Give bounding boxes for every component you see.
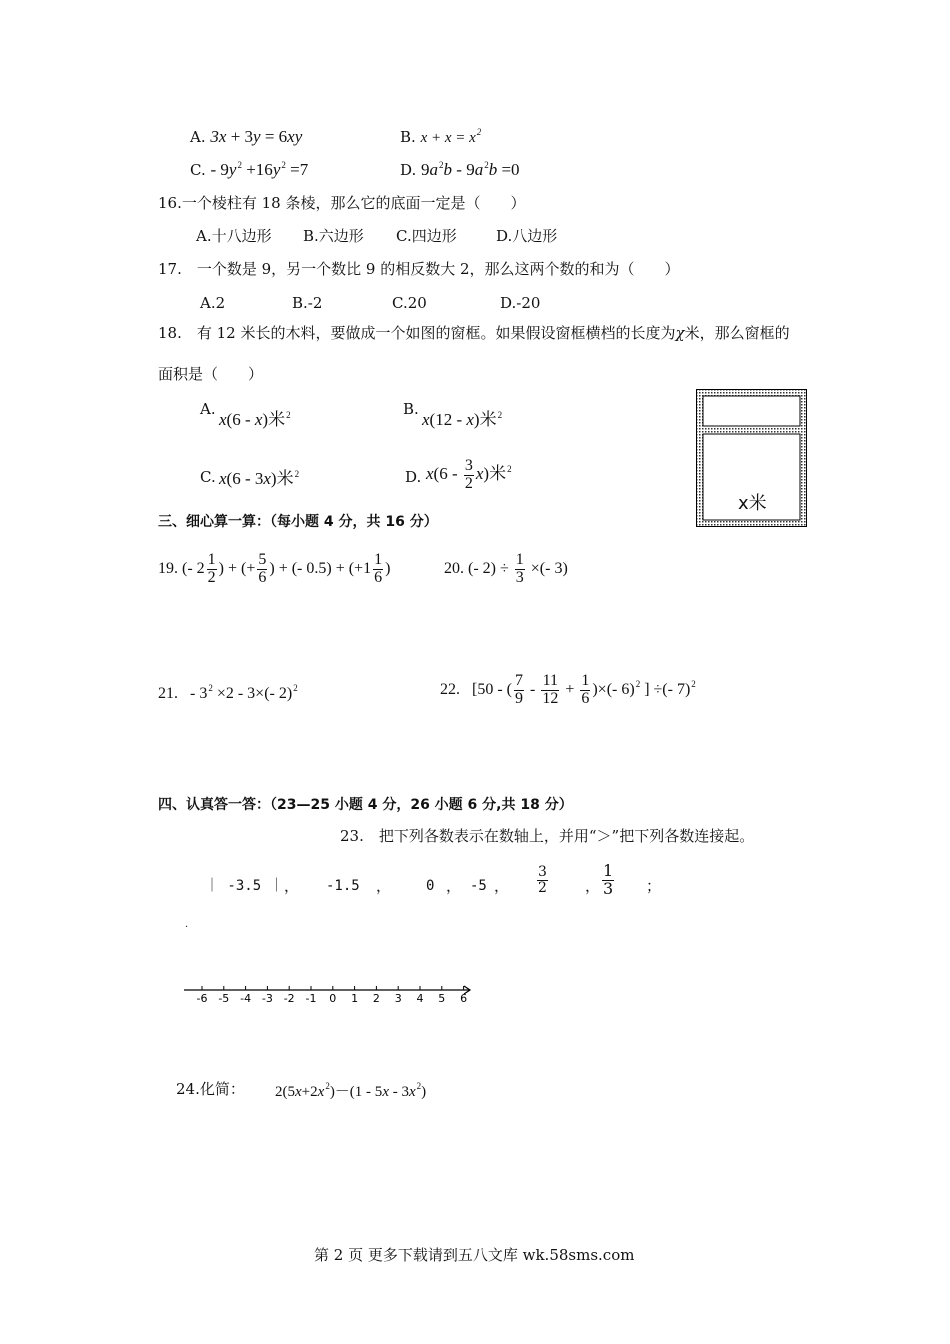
axis-tick-label: 2 bbox=[372, 992, 380, 1005]
axis-tick-label: 5 bbox=[438, 992, 446, 1005]
section3-title: 三、细心算一算：（每小题 4 分，共 16 分） bbox=[158, 514, 438, 530]
q23-separator: ， bbox=[585, 877, 601, 895]
q15-c-expr: - $9y^2 +16y^2 =7$ bbox=[210, 160, 309, 179]
axis-tick-label: 4 bbox=[416, 992, 424, 1005]
q24-expression: $2(5x+2x^2)-(1 - 5x - 3x^2)$ bbox=[275, 1081, 427, 1100]
stray-dot: . bbox=[185, 919, 189, 930]
q23-separator: ； bbox=[646, 877, 662, 895]
q19-label: 19. bbox=[158, 559, 178, 577]
q16-option-a: A.十八边形 bbox=[196, 227, 272, 245]
option-label: C. bbox=[190, 161, 206, 179]
q18-variable: χ bbox=[675, 324, 685, 342]
q23-question: 23. 把下列各数表示在数轴上，并用“＞”把下列各数连接起。 bbox=[340, 827, 755, 845]
q23-separator: ， bbox=[494, 877, 510, 895]
option-label: B. bbox=[400, 128, 416, 146]
q21-expression: 21. - $3^2 \times 2 - 3\times(-$ 2)$^2$ bbox=[158, 683, 298, 702]
q18-option-c-label: C. bbox=[200, 468, 216, 486]
q23-number: -5 bbox=[470, 878, 487, 894]
q17-question: 17. 一个数是 9，另一个数比 9 的相反数大 2，那么这两个数的和为（ ） bbox=[158, 260, 680, 278]
q18-question-line2: 面积是（ ） bbox=[158, 365, 264, 383]
axis-tick-label: -6 bbox=[196, 992, 208, 1005]
q18-option-d-expr: x(6 - $\frac{3}{2}$ x)米$^2$ bbox=[426, 457, 512, 492]
option-label: A. bbox=[190, 128, 206, 146]
page-footer: 第 2 页 更多下载请到五八文库 wk.58sms.com bbox=[314, 1246, 635, 1264]
q23-number-fraction: $\frac{3}{2}$ bbox=[538, 864, 547, 896]
q18-option-b-label: B. bbox=[403, 400, 419, 418]
q16-question: 16.一个棱柱有 18 条棱，那么它的底面一定是（ ） bbox=[158, 194, 526, 212]
q16-option-c: C.四边形 bbox=[396, 227, 457, 245]
q23-separator: ， bbox=[284, 877, 300, 895]
axis-tick-label: -5 bbox=[218, 992, 230, 1005]
q18-option-a-label: A. bbox=[200, 400, 216, 418]
axis-tick-label: -4 bbox=[240, 992, 252, 1005]
q23-number: -1.5 bbox=[326, 878, 360, 894]
q17-option-a: A.2 bbox=[200, 294, 226, 312]
q18-option-c-expr: x(6 - 3x)米$^2$ bbox=[219, 469, 300, 488]
number-line bbox=[180, 980, 480, 1010]
axis-tick-label: -2 bbox=[283, 992, 295, 1005]
q17-option-b: B.-2 bbox=[292, 294, 323, 312]
q15-b-expr: $x + x = x^2$ bbox=[420, 127, 482, 146]
q23-separator: ， bbox=[446, 877, 462, 895]
axis-tick-label: 3 bbox=[394, 992, 402, 1005]
q18-option-d-label: D. bbox=[405, 468, 422, 486]
q18-question bbox=[158, 326, 790, 341]
q15-a-expr: 3x + 3y = 6xy bbox=[210, 127, 303, 146]
section4-title: 四、认真答一答：（23—25 小题 4 分，26 小题 6 分,共 18 分） bbox=[158, 797, 573, 813]
q22-expression: 22. [50 - ( $\frac{7}{9}$ - $\frac{11}{12}$ + $\frac{1}{6}$ )×(- 6)$^2$ ] ÷(- 7)$^2$ bbox=[440, 672, 696, 707]
axis-tick-label: -1 bbox=[305, 992, 317, 1005]
q23-number: 0 bbox=[426, 878, 435, 894]
q17-option-c: C.20 bbox=[392, 294, 427, 312]
q16-option-b: B.六边形 bbox=[303, 227, 364, 245]
axis-tick-label: -3 bbox=[261, 992, 273, 1005]
q23-number-abs: ｜ -3.5 ｜ bbox=[205, 878, 284, 894]
axis-tick-label: 1 bbox=[351, 992, 359, 1005]
q15-option-a bbox=[190, 128, 302, 145]
q23-separator: ， bbox=[376, 877, 392, 895]
option-label: D. bbox=[400, 161, 417, 179]
q20-label: 20. bbox=[444, 559, 464, 577]
q19-expression: 19. (- 2 $\frac{1}{2}$ ) + (+ $\frac{5}{6}$ ) + (- 0.5) + (+1 $\frac{1}{6}$ ) bbox=[158, 551, 391, 586]
q18-text-part2: 米，那么窗框的 bbox=[684, 324, 790, 342]
q15-option-b bbox=[400, 128, 481, 146]
axis-tick-label: 6 bbox=[460, 992, 468, 1005]
q15-option-c bbox=[190, 161, 308, 178]
q15-option-d bbox=[400, 161, 520, 178]
axis-tick-label: 0 bbox=[329, 992, 337, 1005]
q20-expression: 20. (- 2) ÷ $\frac{1}{3}$ ×(- 3) bbox=[444, 551, 568, 586]
q15-d-expr: $9a^2b - 9a^2b =0$ bbox=[421, 160, 520, 179]
q21-label: 21. bbox=[158, 685, 178, 702]
q18-option-a-expr: x(6 - x)米$^2$ bbox=[219, 410, 291, 429]
window-frame-label: x米 bbox=[738, 493, 767, 514]
q23-number-fraction: $\frac{1}{3}$ bbox=[603, 861, 614, 898]
q24-label: 24.化简： bbox=[176, 1080, 245, 1098]
q18-option-b-expr: x(12 - x)米$^2$ bbox=[422, 410, 503, 429]
q16-option-d: D.八边形 bbox=[496, 227, 558, 245]
q22-label: 22. bbox=[440, 680, 460, 698]
q18-text-part1: 18. 有 12 米长的木料，要做成一个如图的窗框。如果假设窗框横档的长度为 bbox=[158, 324, 676, 342]
q17-option-d: D.-20 bbox=[500, 294, 541, 312]
